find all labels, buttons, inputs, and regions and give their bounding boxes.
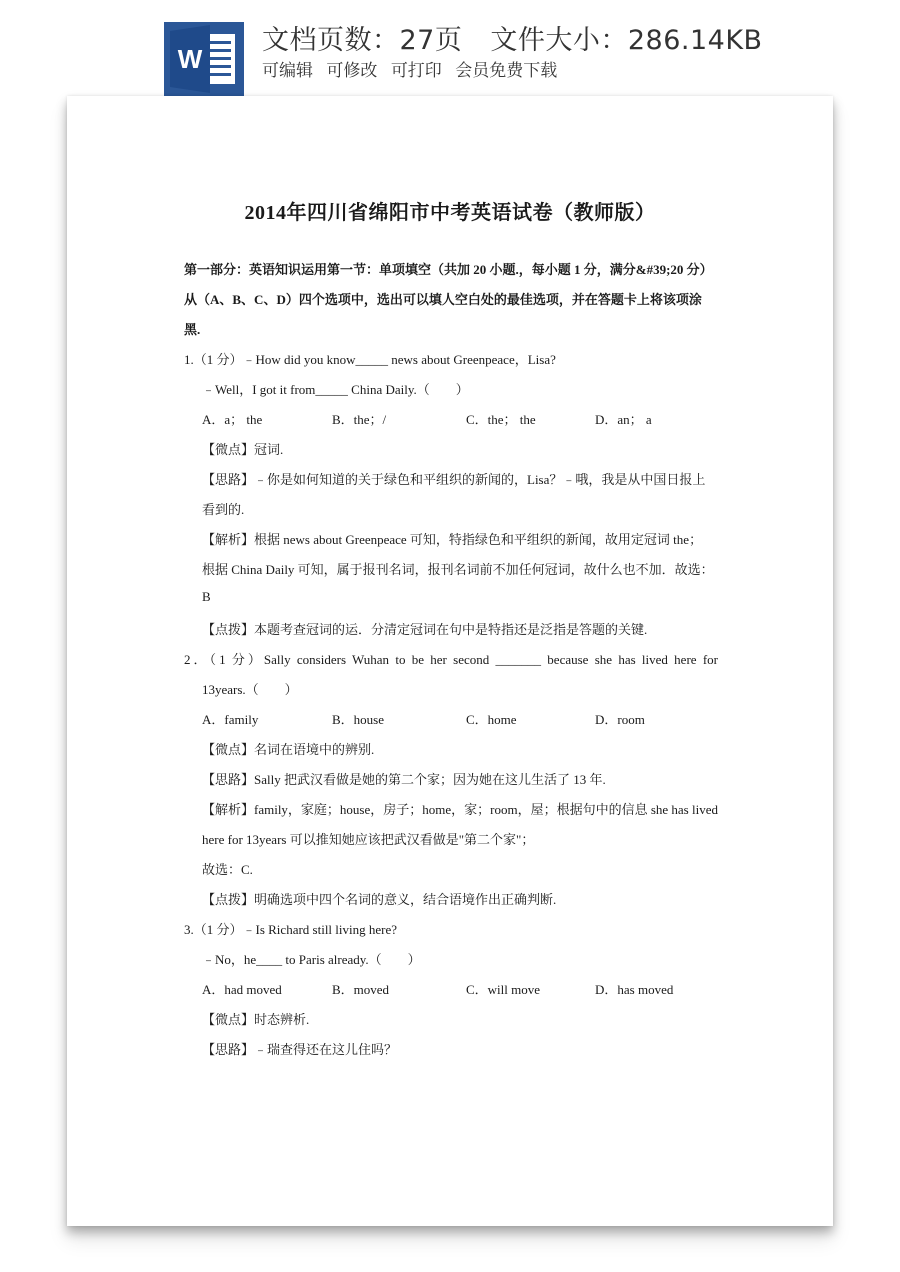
option-a: A．had moved bbox=[202, 982, 282, 997]
option-a: A．family bbox=[202, 712, 259, 727]
option-b: B．moved bbox=[332, 982, 390, 997]
section-header-line: 第一部分：英语知识运用第一节：单项填空（共加 20 小题.，每小题 1 分，满分&#39;20 分） bbox=[184, 262, 713, 277]
file-info-line bbox=[262, 18, 763, 57]
option-b: B．the；/ bbox=[332, 412, 387, 427]
answer-note: 根据 China Daily 可知，属于报刊名词，报刊名词前不加任何冠词，故什么也不加．故选： bbox=[202, 562, 714, 577]
answer-note: 故选：C. bbox=[202, 862, 253, 877]
feature-editable: 可编辑 bbox=[262, 61, 313, 81]
svg-text:W: W bbox=[177, 44, 203, 74]
question-stem: ﹣Well，I got it from_____ China Daily.（ ） bbox=[202, 382, 469, 397]
feature-printable: 可打印 bbox=[390, 61, 442, 81]
question-stem: 2．（1 分）Sally considers Wuhan to be her second _______ because she has lived here for bbox=[184, 652, 718, 667]
answer-note: 【点拨】本题考查冠词的运．分清定冠词在句中是特指还是泛指是答题的关键. bbox=[202, 622, 648, 637]
option-d: D．room bbox=[595, 712, 645, 727]
question-stem: ﹣No，he____ to Paris already.（ ） bbox=[202, 952, 421, 967]
feature-member-download: 会员免费下载 bbox=[455, 61, 558, 81]
word-document-icon bbox=[164, 22, 244, 96]
answer-note: 【解析】family，家庭；house，房子；home，家；room，屋；根据句中的信息 she has lived bbox=[202, 802, 718, 817]
option-a: A．a； the bbox=[202, 412, 263, 427]
option-c: C．home bbox=[466, 712, 517, 727]
page-count: 文档页数：27页 bbox=[262, 25, 463, 56]
question-stem: 3.（1 分）﹣Is Richard still living here? bbox=[184, 922, 398, 937]
answer-note: 看到的. bbox=[202, 502, 245, 517]
option-d: D．has moved bbox=[595, 982, 674, 997]
answer-note: 【思路】﹣你是如何知道的关于绿色和平组织的新闻的，Lisa？﹣哦，我是从中国日报上 bbox=[202, 472, 706, 487]
answer-note: 【微点】名词在语境中的辨别. bbox=[202, 742, 375, 757]
answer-note: 【点拨】明确选项中四个名词的意义，结合语境作出正确判断. bbox=[202, 892, 557, 907]
option-b: B．house bbox=[332, 712, 385, 727]
feature-modifiable: 可修改 bbox=[326, 61, 378, 81]
answer-note: here for 13years 可以推知她应该把武汉看做是"第二个家"； bbox=[202, 832, 535, 847]
answer-note: 【微点】冠词. bbox=[202, 442, 284, 457]
answer-note: B bbox=[202, 589, 211, 604]
question-stem: 13years.（ ） bbox=[202, 682, 298, 697]
answer-note: 【解析】根据 news about Greenpeace 可知，特指绿色和平组织的新闻，故用定冠词 the； bbox=[202, 532, 703, 547]
section-header-line: 从（A、B、C、D）四个选项中，选出可以填人空白处的最佳选项，并在答题卡上将该项涂 bbox=[184, 292, 702, 307]
document-page bbox=[67, 96, 833, 1226]
question-stem: 1.（1 分）﹣How did you know_____ news about Greenpeace，Lisa? bbox=[184, 352, 556, 367]
answer-note: 【微点】时态辨析. bbox=[202, 1012, 310, 1027]
answer-note: 【思路】Sally 把武汉看做是她的第二个家；因为她在这儿生活了 13 年. bbox=[202, 772, 606, 787]
download-banner bbox=[0, 0, 900, 100]
file-size: 文件大小：286.14KB bbox=[490, 25, 763, 56]
document-title: 2014年四川省绵阳市中考英语试卷（教师版） bbox=[244, 202, 656, 224]
option-d: D．an； a bbox=[595, 412, 652, 427]
option-c: C．will move bbox=[466, 982, 541, 997]
option-c: C．the； the bbox=[466, 412, 536, 427]
feature-list bbox=[262, 56, 565, 81]
answer-note: 【思路】﹣瑞查得还在这儿住吗？ bbox=[202, 1042, 398, 1057]
section-header-line: 黑. bbox=[184, 322, 201, 337]
